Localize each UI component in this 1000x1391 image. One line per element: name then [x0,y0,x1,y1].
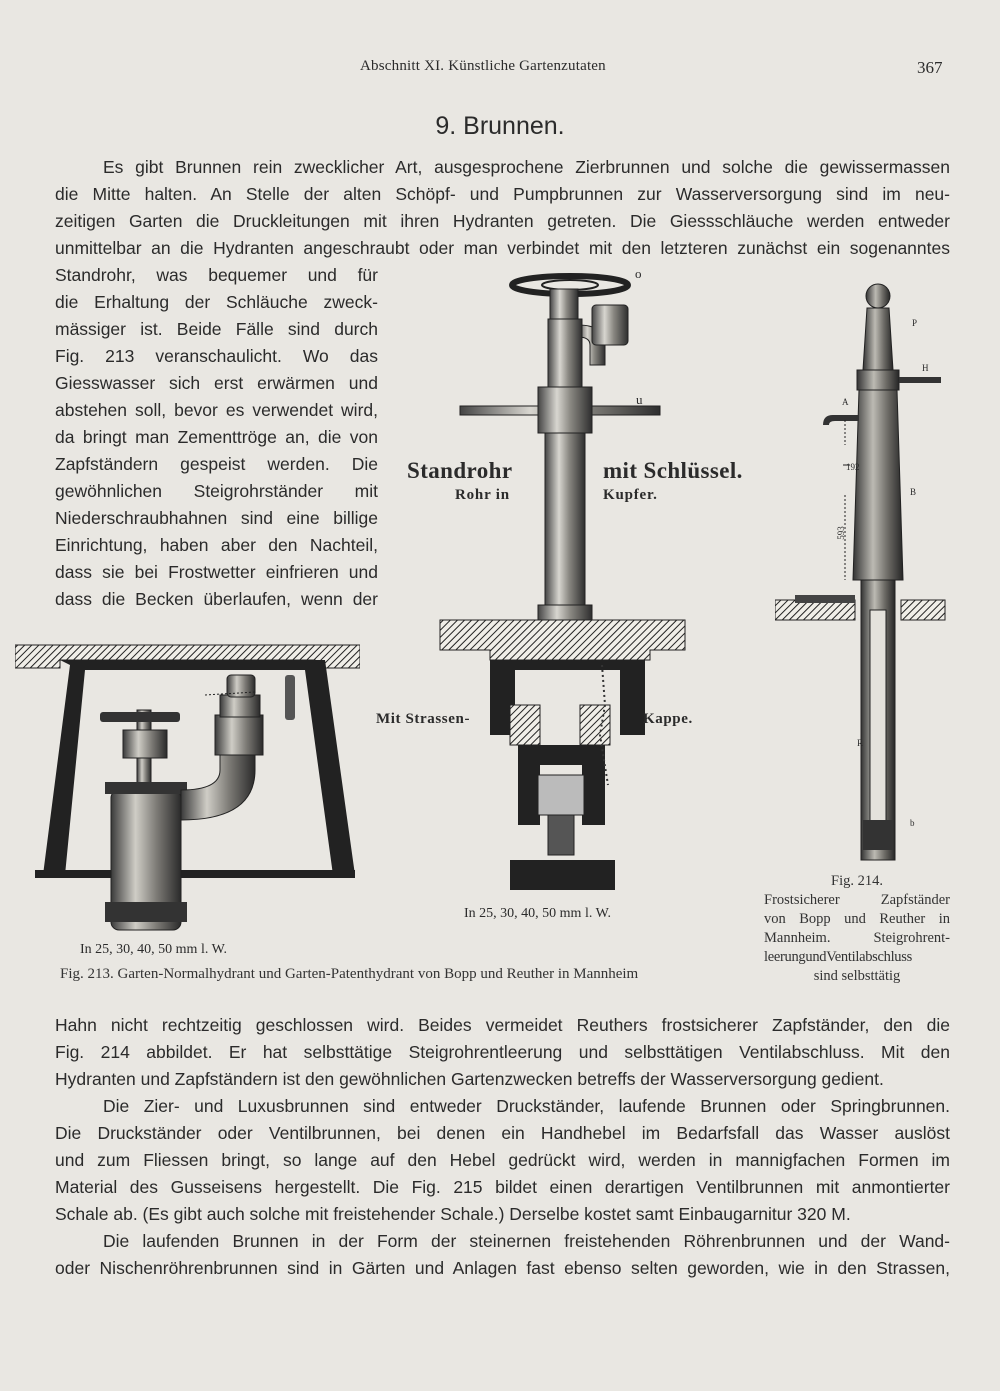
caption-line: Mannheim. Steigrohrent- [764,930,950,946]
marker-o: o [635,266,642,281]
text-line: Schale ab. (Es gibt auch solche mit freistehender Schale.) Derselbe kostet samt Einbaugarnitur 320 M. [55,1204,851,1224]
caption-line: Frostsicherer Zapfständer [764,892,950,908]
text-line: Die laufenden Brunnen in der Form der steinernen freistehenden Röhrenbrunnen und der Wand- [103,1231,950,1251]
text-line: Material des Gusseisens hergestellt. Die Fig. 215 bildet einen derartigen Ventilbrunnen mit anmontierter [55,1177,950,1197]
dimension-593: 593 [835,526,846,540]
marker-p: P [912,318,918,328]
label-mit-strassen: Mit Strassen- [376,711,471,727]
text-line: Die Zier- und Luxusbrunnen sind entweder Druckständer, laufende Brunnen oder Springbrunnen. [103,1096,950,1116]
standrohr-illustration [430,265,690,915]
marker-r: R [857,738,864,748]
text-line: abstehen soll, bevor es verwendet wird, [55,400,378,420]
fig213-caption: Fig. 213. Garten-Normalhydrant und Garten-Patenthydrant von Bopp und Reuther in Mannheim [60,966,639,982]
marker-b: B [910,487,917,497]
fig214-caption [764,872,950,986]
text-line: die Erhaltung der Schläuche zweck- [55,292,378,312]
text-line: gewöhnlichen Steigrohrständer mit [55,481,378,501]
dimension-192: 192 [846,462,860,472]
marker-a: A [842,397,849,407]
marker-h: H [922,363,929,373]
text-line: dass die Becken überlaufen, wenn der [55,589,378,609]
label-mit-schluessel: mit Schlüssel. [603,458,743,483]
label-standrohr: Standrohr [407,458,513,483]
caption-line: leerungundVentilabschluss [764,949,912,965]
text-line: zeitigen Garten die Druckleitungen mit ihren Hydranten getreten. Die Giessschläuche werden entweder [55,211,950,231]
label-rohr-in: Rohr in [455,487,510,503]
text-line: Fig. 214 abbildet. Er hat selbsttätige Steigrohrentleerung und selbsttätigen Ventilabschluss. Mit den [55,1042,950,1062]
text-line: und zum Fliessen bringt, so lange auf den Hebel gedrückt wird, werden in mannigfachen Formen im [55,1150,950,1170]
text-line: da bringt man Zementtröge an, die von [55,427,378,447]
label-kupfer: Kupfer. [603,487,658,503]
text-line: Die Druckständer oder Ventilbrunnen, bei denen ein Handhebel im Bedarfsfall das Wasser auslöst [55,1123,950,1143]
text-line: Niederschraubhahnen sind eine billige [55,508,378,528]
hydrant-illustration [15,640,360,940]
size-label-left: In 25, 30, 40, 50 mm l. W. [80,942,228,957]
text-line: Fig. 213 veranschaulicht. Wo das [55,346,378,366]
text-line: unmittelbar an die Hydranten angeschraubt oder man verbindet mit den letzteren zunächst ein sogenanntes [55,238,950,258]
text-line: Standrohr, was bequemer und für [55,265,378,285]
text-line: Hahn nicht rechtzeitig geschlossen wird. Beides vermeidet Reuthers frostsicherer Zapfständer, den die [55,1015,950,1035]
intro-paragraph [55,154,950,262]
text-line: oder Nischenröhrenbrunnen sind in Gärten und Anlagen fast ebenso selten geworden, wie in den Strassen, [55,1258,950,1278]
label-kappe: Kappe. [643,711,693,727]
left-column-paragraph [55,262,378,613]
text-line: dass sie bei Frostwetter einfrieren und [55,562,378,582]
text-line: mässiger ist. Beide Fälle sind durch [55,319,378,339]
text-line: Es gibt Brunnen rein zwecklicher Art, ausgesprochene Zierbrunnen und solche die gewissermassen [103,157,950,177]
text-line: Giesswasser sich erst erwärmen und [55,373,378,393]
marker-b-small: b [910,818,915,828]
zapfstaender-illustration [775,280,980,870]
text-line: Hydranten und Zapfständern ist den gewöhnlichen Gartenzwecken betreffs der Wasserversorgung gedient. [55,1069,884,1089]
text-line: Einrichtung, haben aber den Nachteil, [55,535,378,555]
text-line: die Mitte halten. An Stelle der alten Schöpf- und Pumpbrunnen zur Wasserversorgung sind im neu- [55,184,950,204]
running-head: Abschnitt XI. Künstliche Gartenzutaten [360,58,606,74]
text-line: Zapfständern gespeist werden. Die [55,454,378,474]
caption-line: von Bopp und Reuther in [764,911,950,927]
caption-line: sind selbsttätig [813,968,901,984]
section-title: 9. Brunnen. [435,112,565,140]
body-paragraph [55,1012,950,1282]
size-label-right: In 25, 30, 40, 50 mm l. W. [464,906,612,921]
page-number: 367 [917,58,943,77]
marker-u: u [636,392,643,407]
caption-line: Fig. 214. [831,873,883,889]
